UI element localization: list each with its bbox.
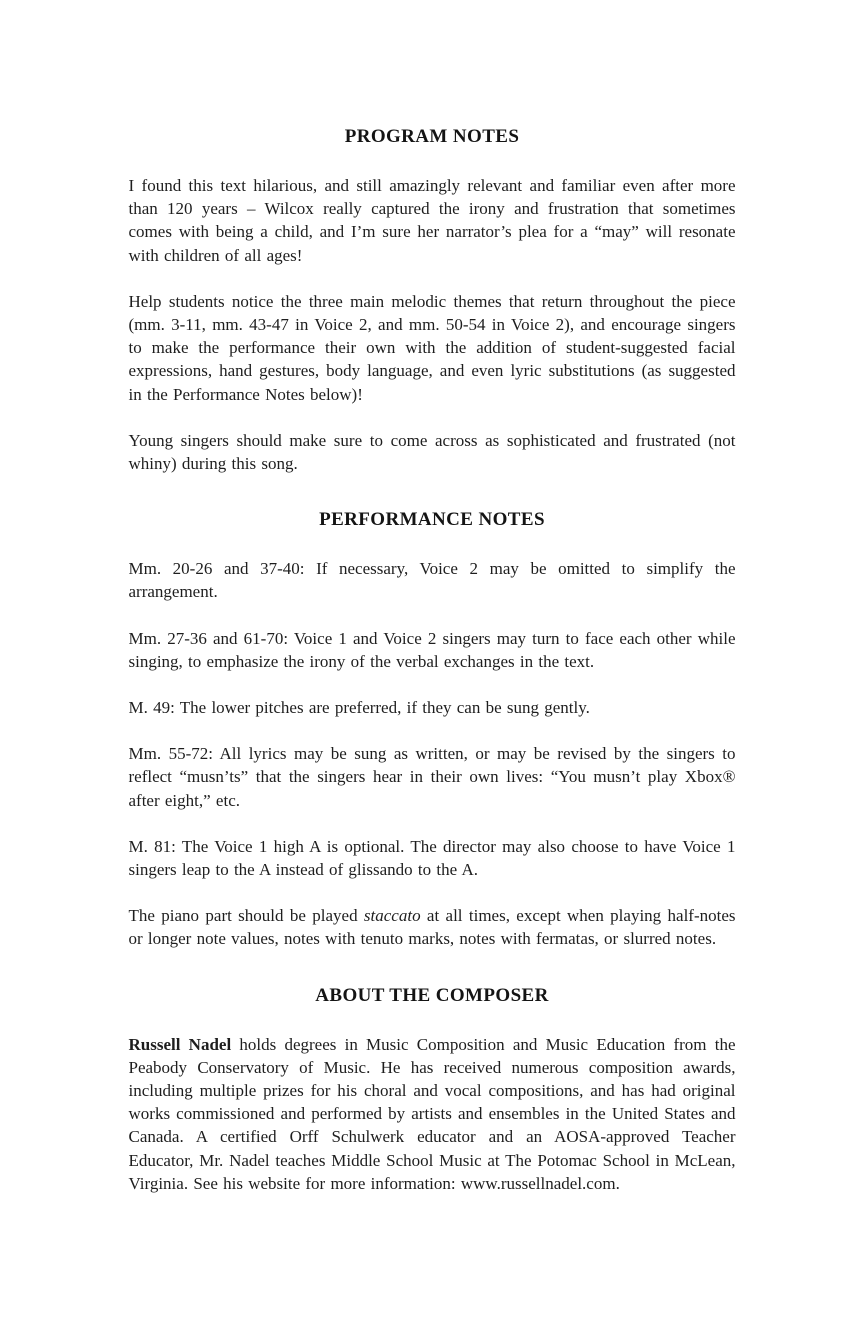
performance-notes-paragraph-6 xyxy=(129,904,736,950)
about-the-composer-heading: ABOUT THE COMPOSER xyxy=(315,984,549,1006)
program-notes-paragraph-1: I found this text hilarious, and still amazingly relevant and familiar even after more than 120 years – Wilcox really captured the irony and frustration that sometimes comes with being a child, and I’m sure her narrator’s plea for a “may” will resonate with children of all ages! xyxy=(128,176,736,265)
program-notes-heading: PROGRAM NOTES xyxy=(344,126,520,147)
staccato-italic-run: staccato xyxy=(363,906,421,926)
composer-name-bold-run: Russell Nadel xyxy=(128,1034,232,1054)
paragraph-run: holds degrees in Music Composition and Music Education from the Peabody Conservatory of Music. He has received numerous composition awards, including multiple prizes for his choral and vocal compositions, and has had original works commissioned and performed by artists and ensembles in the United States and Canada. A certified Orff Schulwerk educator and an AOSA-approved Teacher Educator, Mr. Nadel teaches Middle School Music at The Potomac School in McLean, Virginia. See his website for more information: www.russellnadel.com. xyxy=(128,1034,736,1193)
program-notes-paragraph-2: Help students notice the three main melodic themes that return throughout the piece (mm. 3-11, mm. 43-47 in Voice 2, and mm. 50-54 in Voice 2), and encourage singers to make the performance their own with the addition of student-suggested facial expressions, hand gestures, body language, and even lyric substitutions (as suggested in the Performance Notes below)! xyxy=(128,291,736,404)
paragraph-run: at all times, except when playing half-notes or longer note values, notes with tenuto marks, notes with fermatas, or slurred notes. xyxy=(128,906,736,949)
page-content xyxy=(129,0,736,1195)
paragraph-run: The piano part should be played xyxy=(128,906,364,926)
program-notes-paragraph-3: Young singers should make sure to come across as sophisticated and frustrated (not whiny) during this song. xyxy=(128,430,736,474)
section-about-the-composer xyxy=(129,985,736,1195)
section-performance-notes xyxy=(129,509,736,950)
performance-notes-paragraph-1: Mm. 20-26 and 37-40: If necessary, Voice 2 may be omitted to simplify the arrangement. xyxy=(128,559,736,602)
performance-notes-heading: PERFORMANCE NOTES xyxy=(319,509,545,531)
section-program-notes xyxy=(129,126,736,475)
performance-notes-paragraph-3: M. 49: The lower pitches are preferred, if they can be sung gently. xyxy=(128,698,590,718)
composer-bio-paragraph xyxy=(129,1033,736,1195)
performance-notes-paragraph-2: Mm. 27-36 and 61-70: Voice 1 and Voice 2 singers may turn to face each other while singing, to emphasize the irony of the verbal exchanges in the text. xyxy=(128,628,736,671)
performance-notes-paragraph-5: M. 81: The Voice 1 high A is optional. The director may also choose to have Voice 1 singers leap to the A instead of glissando to the A. xyxy=(128,836,736,880)
performance-notes-paragraph-4: Mm. 55-72: All lyrics may be sung as written, or may be revised by the singers to reflect “musn’ts” that the singers hear in their own lives: “You musn’t play Xbox® after eight,” etc. xyxy=(128,744,736,810)
